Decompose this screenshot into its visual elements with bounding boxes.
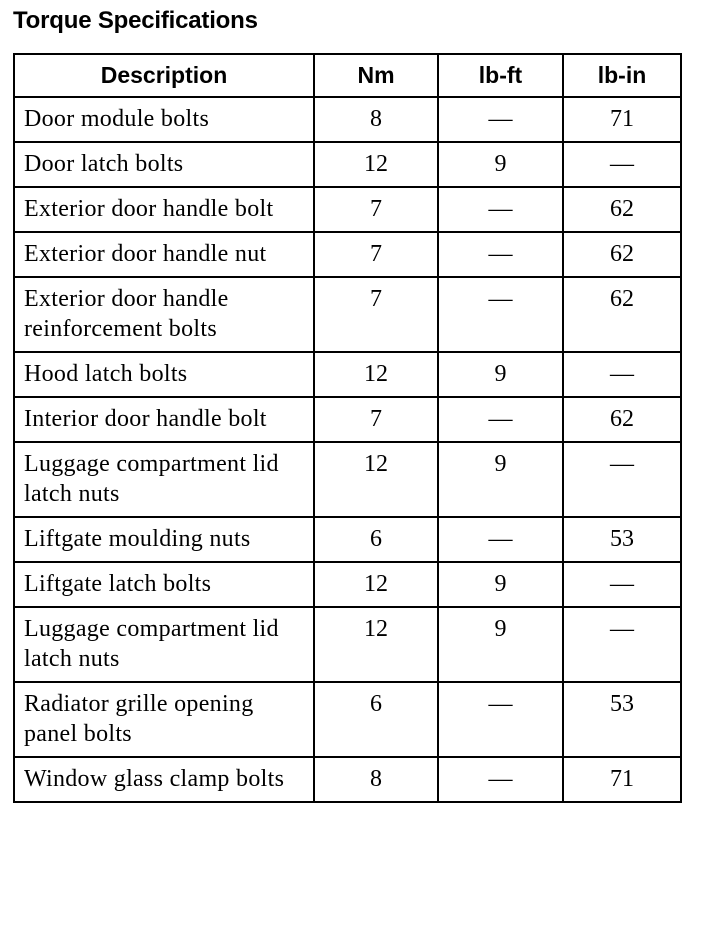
cell-lbft: 9 — [438, 142, 563, 187]
cell-nm: 12 — [314, 352, 438, 397]
table-row — [14, 397, 681, 442]
cell-description: Luggage compartment lid latch nuts — [14, 442, 314, 517]
cell-description: Exterior door handle bolt — [14, 187, 314, 232]
cell-description: Liftgate moulding nuts — [14, 517, 314, 562]
table-row — [14, 352, 681, 397]
table-row — [14, 97, 681, 142]
table-row — [14, 187, 681, 232]
cell-description: Liftgate latch bolts — [14, 562, 314, 607]
cell-lbft: — — [438, 682, 563, 757]
cell-lbft: — — [438, 757, 563, 802]
cell-lbin: 62 — [563, 277, 681, 352]
table-row — [14, 682, 681, 757]
cell-nm: 12 — [314, 607, 438, 682]
column-header-lbft: lb-ft — [438, 54, 563, 97]
cell-nm: 7 — [314, 277, 438, 352]
cell-lbft: — — [438, 97, 563, 142]
cell-nm: 8 — [314, 757, 438, 802]
cell-nm: 7 — [314, 232, 438, 277]
cell-lbft: — — [438, 187, 563, 232]
cell-lbft: — — [438, 397, 563, 442]
cell-lbin: — — [563, 142, 681, 187]
cell-lbin: — — [563, 442, 681, 517]
cell-nm: 12 — [314, 142, 438, 187]
cell-nm: 12 — [314, 562, 438, 607]
table-row — [14, 562, 681, 607]
cell-description: Exterior door handle nut — [14, 232, 314, 277]
cell-description: Radiator grille opening panel bolts — [14, 682, 314, 757]
cell-lbin: — — [563, 352, 681, 397]
cell-lbft: — — [438, 517, 563, 562]
table-header-row — [14, 54, 681, 97]
page-title: Torque Specifications — [13, 7, 258, 34]
cell-description: Window glass clamp bolts — [14, 757, 314, 802]
cell-description: Door latch bolts — [14, 142, 314, 187]
cell-lbft: 9 — [438, 562, 563, 607]
cell-lbin: 71 — [563, 97, 681, 142]
cell-lbft: — — [438, 277, 563, 352]
cell-lbin: 62 — [563, 232, 681, 277]
table-row — [14, 277, 681, 352]
cell-lbft: 9 — [438, 352, 563, 397]
cell-description: Exterior door handle reinforcement bolts — [14, 277, 314, 352]
cell-lbin: — — [563, 562, 681, 607]
cell-nm: 8 — [314, 97, 438, 142]
cell-description: Luggage compartment lid latch nuts — [14, 607, 314, 682]
cell-lbin: 53 — [563, 682, 681, 757]
cell-nm: 7 — [314, 397, 438, 442]
cell-lbin: 53 — [563, 517, 681, 562]
table-row — [14, 757, 681, 802]
cell-lbft: 9 — [438, 442, 563, 517]
cell-description: Hood latch bolts — [14, 352, 314, 397]
cell-nm: 12 — [314, 442, 438, 517]
cell-lbft: — — [438, 232, 563, 277]
cell-lbin: — — [563, 607, 681, 682]
cell-lbft: 9 — [438, 607, 563, 682]
table-row — [14, 232, 681, 277]
cell-nm: 7 — [314, 187, 438, 232]
column-header-nm: Nm — [314, 54, 438, 97]
torque-spec-table — [13, 53, 682, 803]
table-row — [14, 517, 681, 562]
table-row — [14, 442, 681, 517]
cell-description: Door module bolts — [14, 97, 314, 142]
cell-nm: 6 — [314, 517, 438, 562]
cell-lbin: 71 — [563, 757, 681, 802]
column-header-description: Description — [14, 54, 314, 97]
cell-nm: 6 — [314, 682, 438, 757]
cell-lbin: 62 — [563, 187, 681, 232]
column-header-lbin: lb-in — [563, 54, 681, 97]
table-row — [14, 607, 681, 682]
cell-lbin: 62 — [563, 397, 681, 442]
table-row — [14, 142, 681, 187]
cell-description: Interior door handle bolt — [14, 397, 314, 442]
